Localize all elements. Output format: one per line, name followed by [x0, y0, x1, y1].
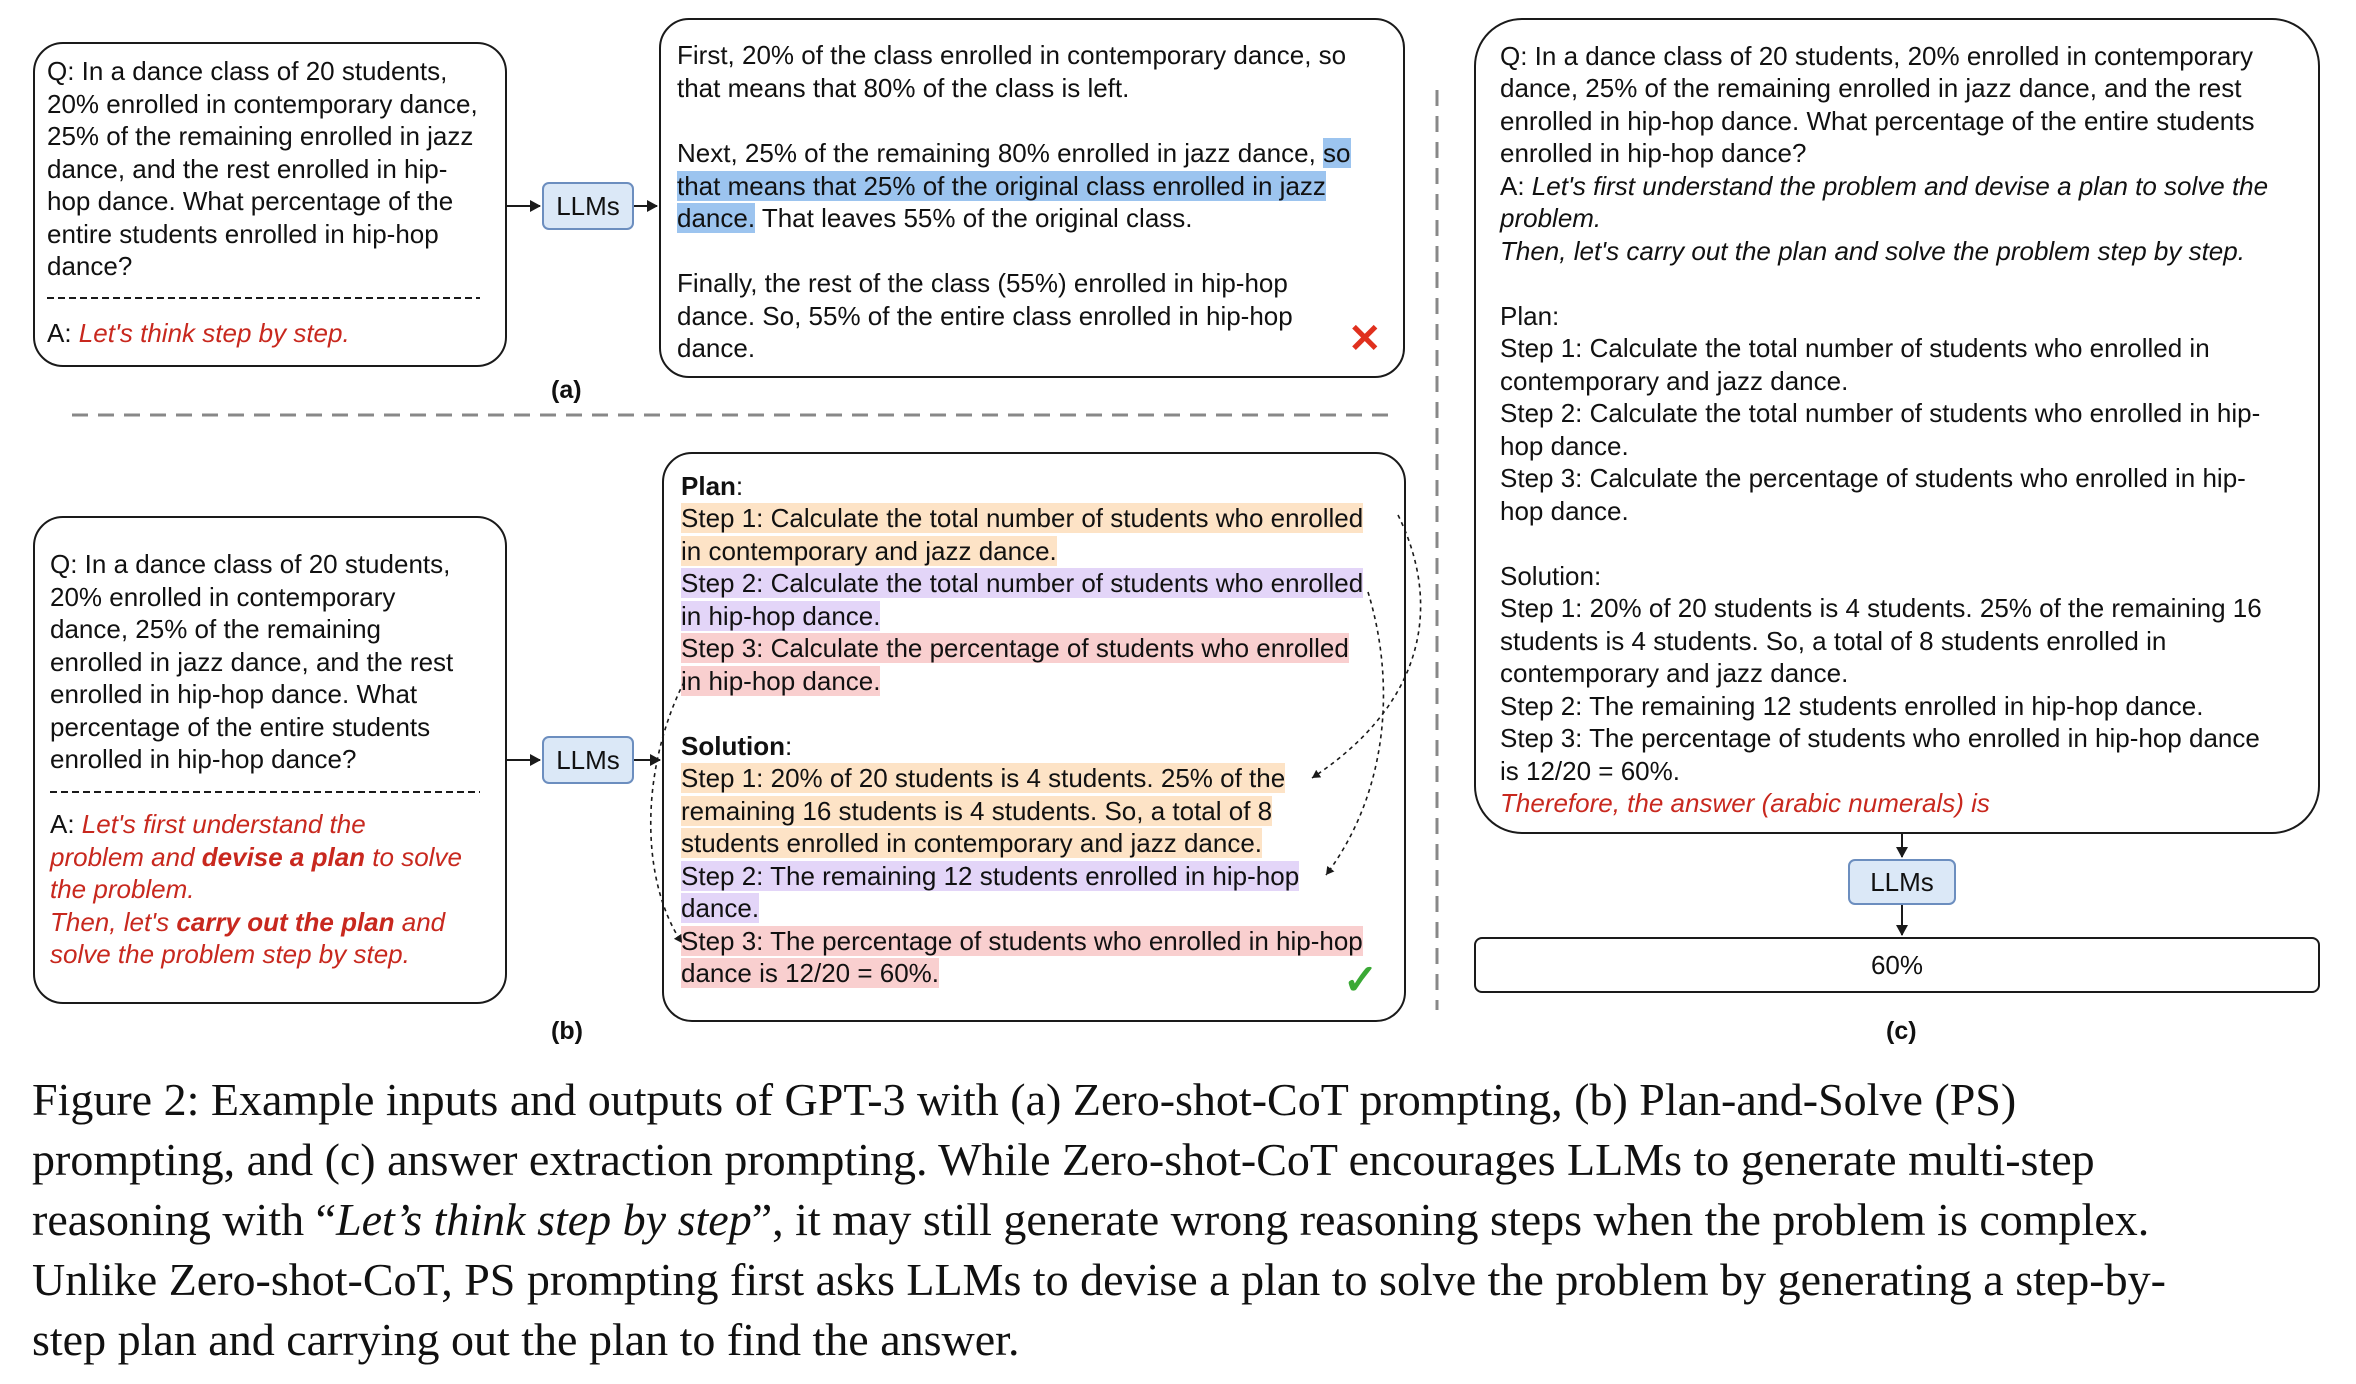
caption-line: Unlike Zero-shot-CoT, PS prompting first asks LLMs to devise a plan to solve the problem by generating a step-by- — [32, 1254, 2166, 1305]
panel-c-llm-box: LLMs — [1848, 859, 1956, 905]
ps-trigger-text: Let's first understand the problem and devise a plan to solve the — [1531, 171, 2269, 201]
panel-c-plan-line: hop dance. — [1500, 431, 1629, 461]
highlighted-error-text: so — [1323, 138, 1351, 168]
ps-trigger-text: and — [394, 907, 446, 937]
ps-trigger-bold: devise a plan — [201, 842, 366, 872]
panel-c-plan-line: Step 1: Calculate the total number of students who enrolled in — [1500, 333, 2210, 363]
panel-c-a-line: problem. — [1500, 203, 1602, 233]
plan-solution-link-2 — [1326, 592, 1383, 875]
panel-b-q-line: Q: In a dance class of 20 students, — [50, 549, 451, 579]
plan-step2-text: Step 2: Calculate the total number of students who enrolled — [681, 568, 1364, 598]
zero-shot-cot-trigger: Let's think step by step. — [78, 318, 350, 348]
panel-a-q-line: dance, and the rest enrolled in hip- — [47, 154, 448, 184]
panel-c-a-line: Then, let's carry out the plan and solve the problem step by step. — [1500, 236, 2245, 266]
panel-c-plan-line: Step 2: Calculate the total number of students who enrolled in hip- — [1500, 398, 2261, 428]
panel-c-label: (c) — [1886, 1017, 1917, 1045]
panel-a-out-line: dance. So, 55% of the entire class enrolled in hip-hop — [677, 301, 1293, 331]
caption-line: Figure 2: Example inputs and outputs of GPT-3 with (a) Zero-shot-CoT prompting, (b) Plan-and-Solve (PS) — [32, 1074, 2017, 1125]
panel-a-out-line: that means that 80% of the class is left. — [677, 73, 1130, 103]
panel-b-a-line: solve the problem step by step. — [50, 939, 410, 969]
wrong-cross-icon: ✕ — [1348, 317, 1382, 361]
answer-prefix: A: — [50, 809, 82, 839]
panel-c-solution-line: contemporary and jazz dance. — [1500, 658, 1849, 688]
panel-a-out-line: Finally, the rest of the class (55%) enrolled in hip-hop — [677, 268, 1288, 298]
panel-a-out-line: dance. — [677, 333, 756, 363]
figure-caption — [32, 1070, 2332, 1370]
ps-trigger-bold: carry out the plan — [176, 907, 395, 937]
panel-c-plan-line: Plan: — [1500, 301, 1560, 331]
plan-solution-link-3 — [651, 682, 684, 943]
solution-step2-text: Step 2: The remaining 12 students enrolled in hip-hop — [681, 861, 1300, 891]
caption-line: step plan and carrying out the plan to find the answer. — [32, 1314, 1020, 1365]
colon: : — [784, 731, 793, 761]
caption-text: ”, it may still generate wrong reasoning steps when the problem is complex. — [751, 1194, 2150, 1245]
panel-b-llm-box: LLMs — [542, 736, 634, 784]
plan-step3-text: in hip-hop dance. — [681, 666, 881, 696]
ps-trigger-text: Let's first understand the — [81, 809, 366, 839]
panel-a-q-line: dance? — [47, 251, 133, 281]
panel-c-solution-line: Step 3: The percentage of students who enrolled in hip-hop dance — [1500, 723, 2260, 753]
panel-c-plan-line: hop dance. — [1500, 496, 1629, 526]
panel-b-q-line: enrolled in jazz dance, and the rest — [50, 647, 454, 677]
solution-step3-text: Step 3: The percentage of students who enrolled in hip-hop — [681, 926, 1363, 956]
plan-step2-text: in hip-hop dance. — [681, 601, 881, 631]
panel-b-q-line: 20% enrolled in contemporary — [50, 582, 396, 612]
ps-trigger-text: Then, let's — [50, 907, 177, 937]
panel-b-label: (b) — [551, 1017, 583, 1045]
panel-c-plan-line: contemporary and jazz dance. — [1500, 366, 1849, 396]
solution-step3-text: dance is 12/20 = 60%. — [681, 958, 940, 988]
answer-prefix: A: — [47, 318, 79, 348]
panel-a-q-line: 25% of the remaining enrolled in jazz — [47, 121, 474, 151]
panel-a-q-line: entire students enrolled in hip-hop — [47, 219, 439, 249]
panel-c-solution-line: Solution: — [1500, 561, 1602, 591]
panel-c-q-line: Q: In a dance class of 20 students, 20% enrolled in contemporary — [1500, 41, 2253, 71]
panel-a-out-line: First, 20% of the class enrolled in contemporary dance, so — [677, 40, 1347, 70]
correct-check-icon: ✓ — [1343, 956, 1379, 1003]
ps-trigger-text: to solve — [365, 842, 462, 872]
answer-prefix: A: — [1500, 171, 1532, 201]
panel-b-q-line: enrolled in hip-hop dance? — [50, 744, 357, 774]
panel-a-label: (a) — [551, 376, 582, 404]
colon: : — [735, 471, 744, 501]
panel-b-q-line: percentage of the entire students — [50, 712, 431, 742]
panel-b-q-line: dance, 25% of the remaining — [50, 614, 381, 644]
solution-heading-text: Solution — [681, 731, 785, 761]
solution-step1-text: students enrolled in contemporary and jazz dance. — [681, 828, 1263, 858]
highlighted-error-text: dance. — [677, 203, 756, 233]
solution-step1-text: Step 1: 20% of 20 students is 4 students. 25% of the — [681, 763, 1286, 793]
caption-line — [32, 1190, 2332, 1250]
plan-solution-link-1 — [1312, 515, 1421, 778]
panel-a-q-line: 20% enrolled in contemporary dance, — [47, 89, 478, 119]
panel-b-a-line: the problem. — [50, 874, 195, 904]
panel-c-plan-line: Step 3: Calculate the percentage of students who enrolled in hip- — [1500, 463, 2246, 493]
panel-a-llm-box: LLMs — [542, 182, 634, 230]
panel-a-q-line: Q: In a dance class of 20 students, — [47, 56, 448, 86]
out-text: Next, 25% of the remaining 80% enrolled in jazz dance, — [677, 138, 1324, 168]
answer-extraction-prompt: Therefore, the answer (arabic numerals) is — [1500, 788, 1990, 818]
panel-c-q-line: dance, 25% of the remaining enrolled in jazz dance, and the rest — [1500, 73, 2242, 103]
solution-step2-text: dance. — [681, 893, 760, 923]
plan-heading-text: Plan — [681, 471, 736, 501]
panel-b-q-line: enrolled in hip-hop dance. What — [50, 679, 418, 709]
out-text: That leaves 55% of the original class. — [755, 203, 1193, 233]
panel-c-q-line: enrolled in hip-hop dance? — [1500, 138, 1807, 168]
caption-italic: Let’s think step by step — [336, 1194, 752, 1245]
panel-c-q-line: enrolled in hip-hop dance. What percentage of the entire students — [1500, 106, 2255, 136]
panel-c-solution-line: is 12/20 = 60%. — [1500, 756, 1680, 786]
caption-text: reasoning with “ — [32, 1194, 337, 1245]
ps-trigger-text: problem and — [50, 842, 202, 872]
plan-step1-text: Step 1: Calculate the total number of students who enrolled — [681, 503, 1364, 533]
panel-c-solution-line: students is 4 students. So, a total of 8 students enrolled in — [1500, 626, 2167, 656]
highlighted-error-text: that means that 25% of the original class enrolled in jazz — [677, 171, 1326, 201]
caption-line: prompting, and (c) answer extraction prompting. While Zero-shot-CoT encourages LLMs to generate multi-step — [32, 1134, 2095, 1185]
panel-c-solution-line: Step 1: 20% of 20 students is 4 students. 25% of the remaining 16 — [1500, 593, 2262, 623]
panel-c-solution-line: Step 2: The remaining 12 students enrolled in hip-hop dance. — [1500, 691, 2204, 721]
plan-step3-text: Step 3: Calculate the percentage of students who enrolled — [681, 633, 1349, 663]
plan-step1-text: in contemporary and jazz dance. — [681, 536, 1057, 566]
panel-a-q-line: hop dance. What percentage of the — [47, 186, 454, 216]
final-answer-text: 60% — [1870, 949, 1924, 980]
solution-step1-text: remaining 16 students is 4 students. So, a total of 8 — [681, 796, 1273, 826]
